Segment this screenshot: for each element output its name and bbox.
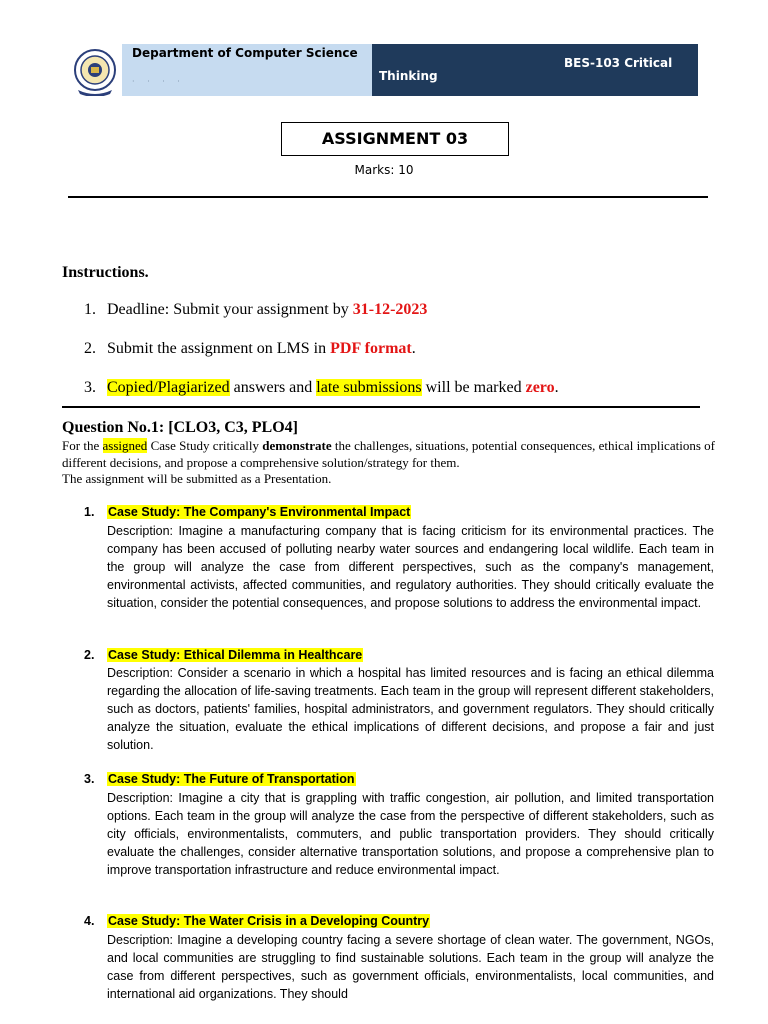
- question-text: the challenges, situations, potential consequences, ethical implications of different decisions, and propose a comprehensive solution/strategy for them.: [62, 438, 715, 470]
- instructions-heading: Instructions.: [62, 264, 149, 281]
- question-title: Question No.1: [CLO3, C3, PLO4]: [62, 419, 298, 436]
- marks-label: Marks: 10: [354, 163, 414, 177]
- case-study-description: Description: Consider a scenario in which a hospital has limited resources and is facing an ethical dilemma regarding the allocation of life-saving treatments. Each team in the group will represent different stakeholders, such as doctors, patients' families, hospital administrators, and government regulators. They should critically analyze the situation, evaluate the ethical implications of different decisions, and propose a fair and just solution.: [107, 666, 714, 752]
- deadline-date: 31-12-2023: [352, 301, 428, 318]
- case-study-title: [84, 914, 430, 928]
- instruction-text: answers and: [229, 379, 317, 396]
- case-number: 1.: [84, 505, 95, 519]
- highlight-late: late submissions: [316, 379, 422, 396]
- case-study-title: [84, 648, 363, 662]
- case-study-description: Description: Imagine a manufacturing company that is facing criticism for its environmental practices. The company has been accused of polluting nearby water sources and endangering local wildlife. Each team in the group will analyze the case from different perspectives, such as the company's management, environmental activists, affected communities, and regulatory authorities. They should critically evaluate the situation, consider the potential consequences, and propose solutions to address the environmental impact.: [107, 524, 714, 610]
- case-study-title: [84, 772, 356, 786]
- instruction-text: Deadline: Submit your assignment by: [107, 301, 353, 318]
- department-name: Department of Computer Science: [132, 46, 358, 60]
- instruction-text: will be marked: [421, 379, 526, 396]
- university-logo: [72, 48, 118, 96]
- university-seal-icon: [72, 48, 118, 96]
- case-study-title: [84, 505, 411, 519]
- instruction-item: [84, 379, 559, 397]
- case-number: 2.: [84, 648, 95, 662]
- highlight-plagiarized: Copied/Plagiarized: [107, 379, 230, 396]
- penalty-text: zero: [525, 379, 555, 396]
- case-study-description: Description: Imagine a city that is grappling with traffic congestion, air pollution, and limited transportation options. Each team in the group will analyze the case from the perspective of different stakeholders, such as city officials, environmentalists, commuters, and public transportation providers. They should critically evaluate the challenges, consider alternative transportation solutions, and propose a comprehensive plan to improve transportation infrastructure and reduce environmental impact.: [107, 791, 714, 877]
- course-name-continued: Thinking: [379, 69, 438, 83]
- case-title-text: Case Study: The Company's Environmental Impact: [108, 505, 411, 519]
- case-title-text: Case Study: The Water Crisis in a Developing Country: [108, 914, 430, 928]
- case-title-text: Case Study: The Future of Transportation: [108, 772, 355, 786]
- case-number: 4.: [84, 914, 95, 928]
- instruction-number: 2.: [84, 340, 96, 357]
- header-department-panel: [122, 44, 372, 96]
- highlight-assigned: assigned: [102, 438, 148, 453]
- instruction-item: [84, 340, 416, 358]
- question-body: [62, 438, 715, 488]
- course-code: BES-103 Critical: [564, 56, 673, 70]
- submission-note: The assignment will be submitted as a Presentation.: [62, 471, 332, 486]
- instruction-number: 3.: [84, 379, 96, 396]
- instruction-item: [84, 301, 427, 319]
- header-course-panel: [372, 44, 698, 96]
- instruction-number: 1.: [84, 301, 96, 318]
- format-requirement: PDF format: [330, 340, 412, 357]
- divider: [62, 406, 700, 408]
- instruction-text: Submit the assignment on LMS in: [107, 340, 331, 357]
- case-number: 3.: [84, 772, 95, 786]
- instruction-punct: .: [411, 340, 416, 357]
- header-faint-text: · · · ·: [132, 77, 185, 86]
- assignment-title: ASSIGNMENT 03: [281, 122, 509, 156]
- case-title-text: Case Study: Ethical Dilemma in Healthcare: [108, 648, 363, 662]
- emphasis-demonstrate: demonstrate: [262, 438, 332, 453]
- case-study-description: Description: Imagine a developing country facing a severe shortage of clean water. The government, NGOs, and local communities are struggling to find sustainable solutions. Each team in the group will analyze the case from different perspectives, such as government officials, environmentalists, local communities, and international aid organizations. They should: [107, 933, 714, 1001]
- instruction-punct: .: [554, 379, 559, 396]
- divider: [68, 196, 708, 198]
- question-text: Case Study critically: [147, 438, 263, 453]
- question-text: For the: [62, 438, 103, 453]
